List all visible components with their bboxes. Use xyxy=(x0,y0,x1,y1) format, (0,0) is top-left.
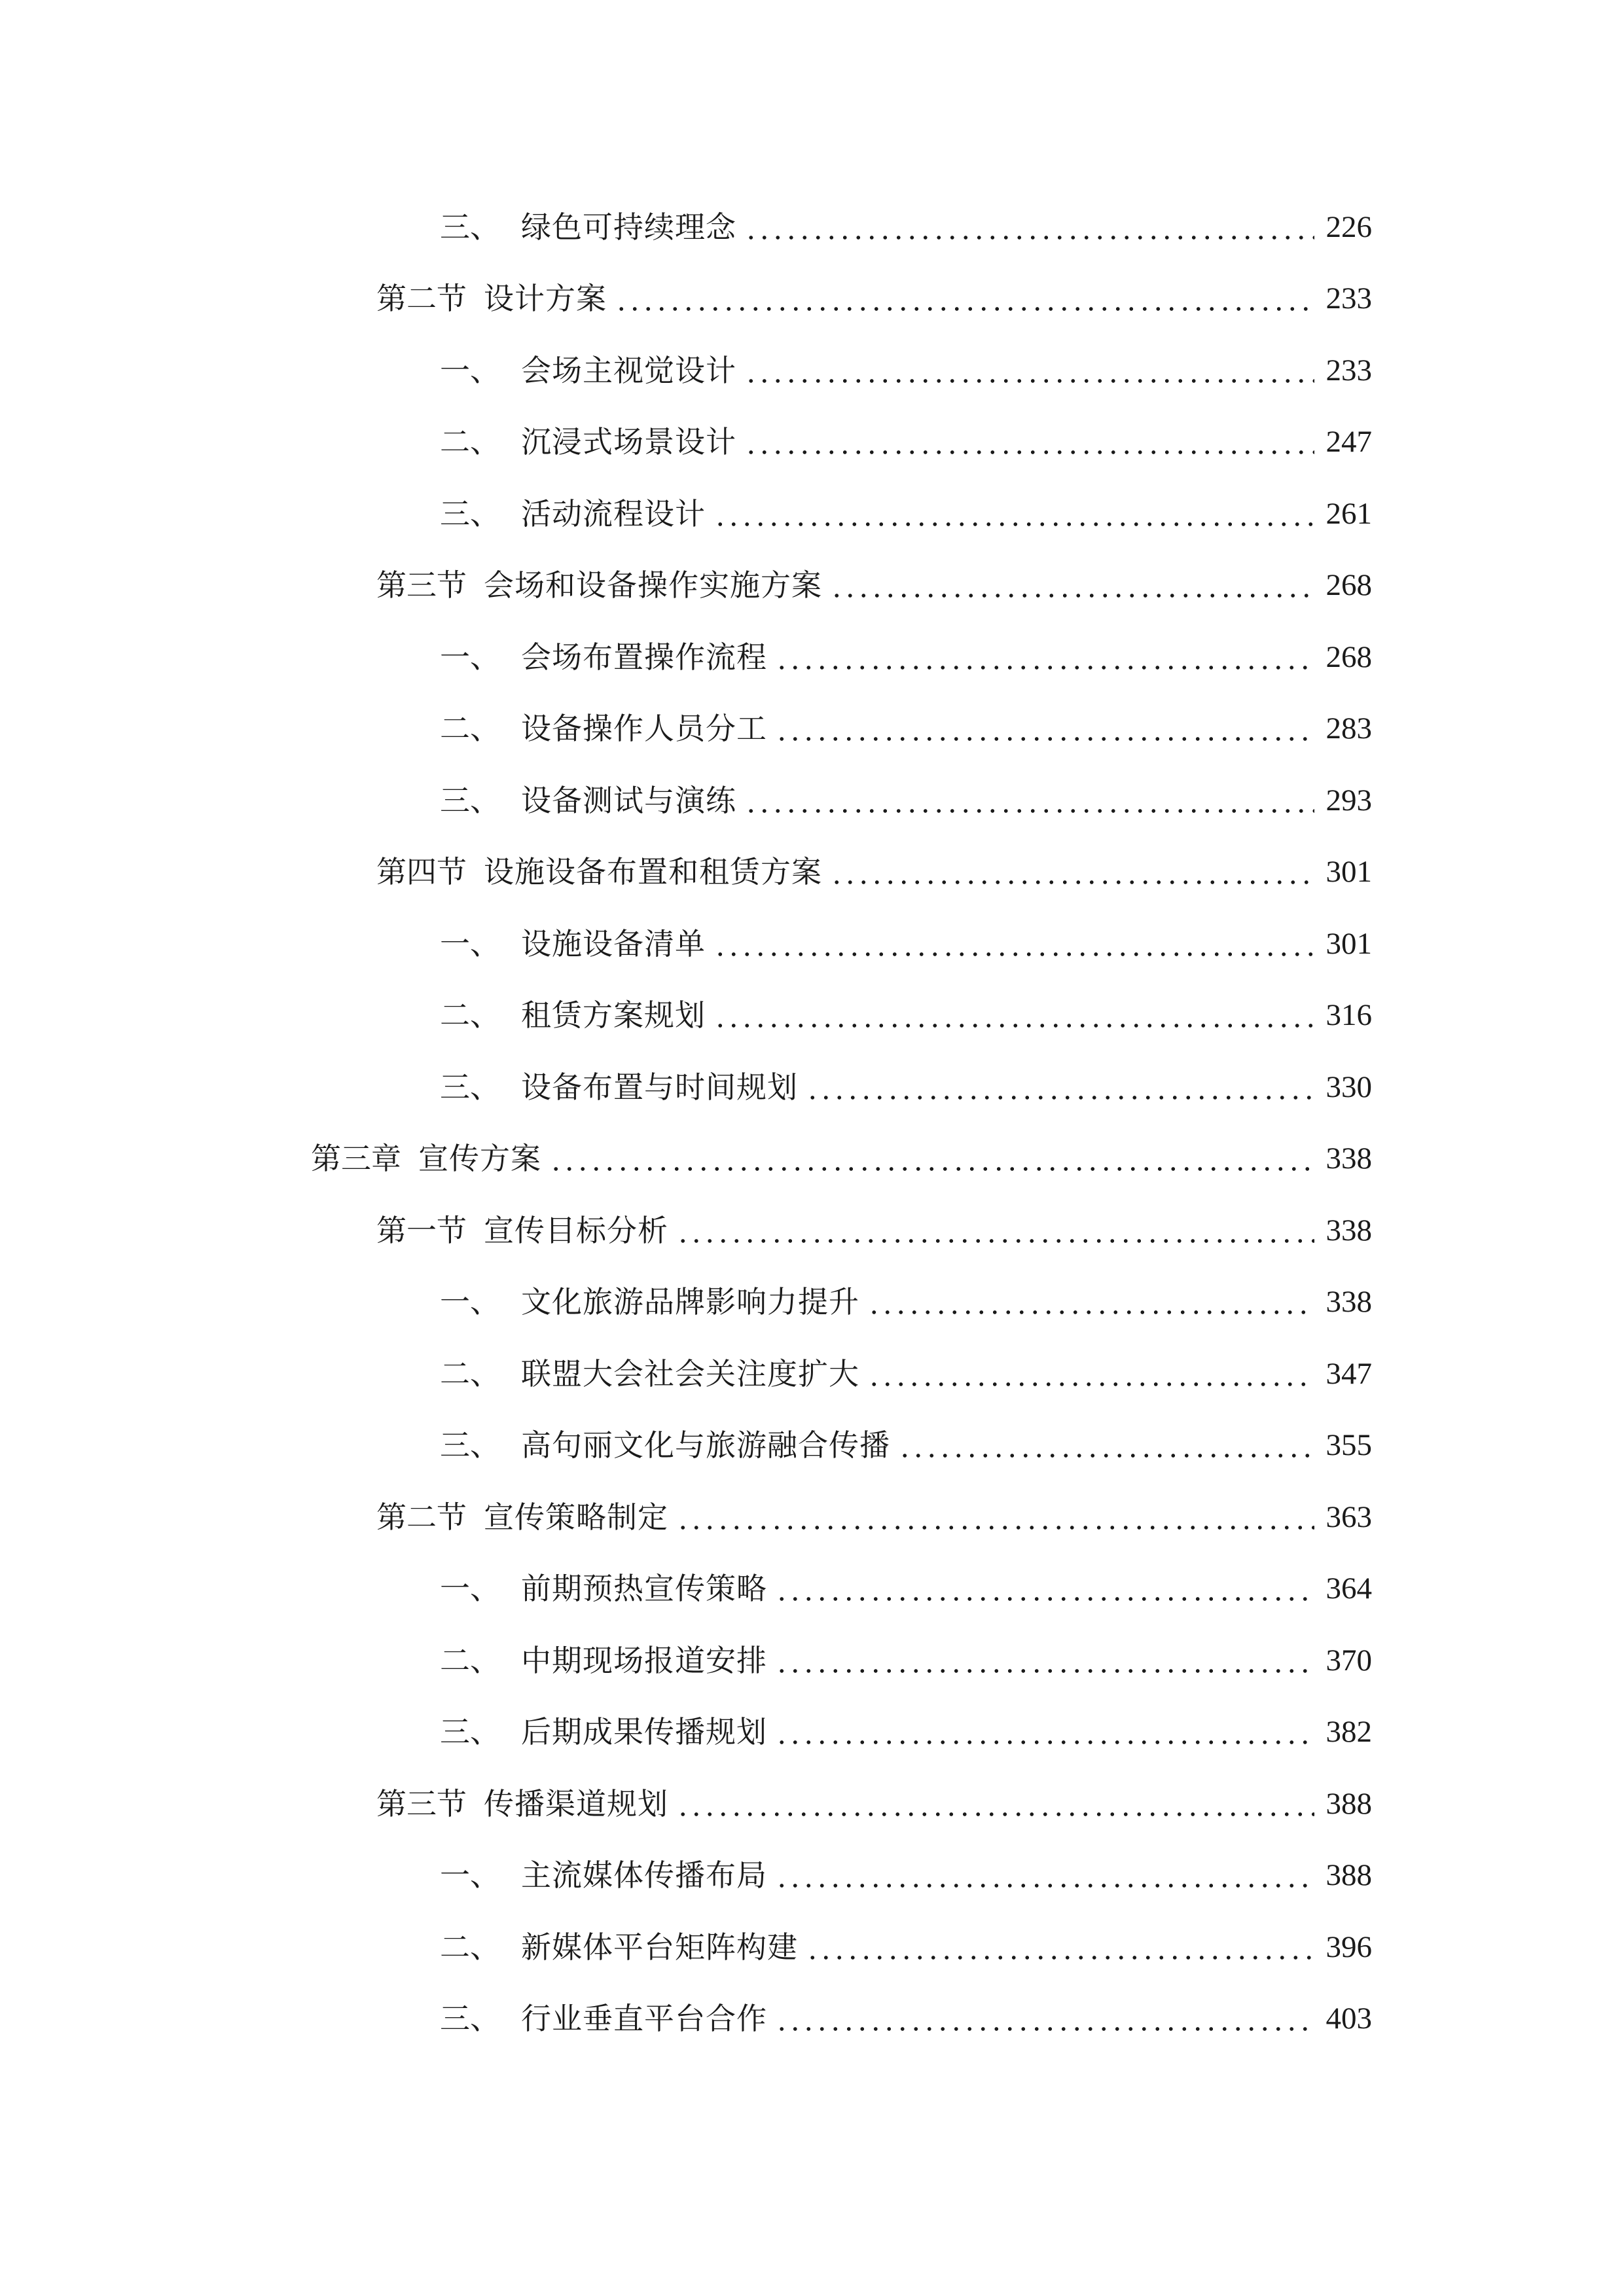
toc-entry-label xyxy=(440,1712,767,1751)
toc-entry-number: 二、 xyxy=(440,711,500,747)
dot-leader xyxy=(676,1784,1314,1823)
toc-entry-page-number: 261 xyxy=(1326,496,1372,531)
dot-leader xyxy=(775,1856,1314,1895)
dot-leader xyxy=(806,1067,1314,1107)
toc-entry[interactable] xyxy=(0,1051,1624,1123)
toc-entry-label xyxy=(440,1569,767,1608)
dot-leader xyxy=(713,494,1314,533)
toc-entry-title: 新媒体平台矩阵构建 xyxy=(521,1929,798,1965)
toc-entry-page-number: 283 xyxy=(1326,711,1372,746)
dot-leader xyxy=(775,1641,1314,1680)
toc-entry-label xyxy=(440,781,736,820)
toc-entry-title: 宣传策略制定 xyxy=(484,1499,668,1535)
toc-entry-title: 会场主视觉设计 xyxy=(521,352,736,388)
toc-entry-label xyxy=(440,1856,767,1895)
toc-entry-page-number: 330 xyxy=(1326,1069,1372,1104)
toc-entry[interactable] xyxy=(0,1840,1624,1912)
toc-entry[interactable] xyxy=(0,1624,1624,1696)
toc-entry-label xyxy=(440,637,767,677)
toc-entry-label xyxy=(440,1282,859,1321)
toc-entry[interactable] xyxy=(0,621,1624,693)
toc-entry-number: 三、 xyxy=(440,209,500,245)
toc-entry-page-number: 364 xyxy=(1326,1571,1372,1606)
toc-entry-number: 三、 xyxy=(440,782,500,818)
toc-entry[interactable] xyxy=(0,550,1624,622)
toc-entry-number: 二、 xyxy=(440,424,500,460)
toc-entry-page-number: 226 xyxy=(1326,209,1372,244)
toc-entry-title: 设备测试与演练 xyxy=(521,782,736,818)
toc-entry[interactable] xyxy=(0,1983,1624,2055)
toc-entry[interactable] xyxy=(0,836,1624,908)
toc-entry-page-number: 363 xyxy=(1326,1499,1372,1534)
dot-leader xyxy=(676,1498,1314,1537)
toc-entry-page-number: 247 xyxy=(1326,425,1372,459)
dot-leader xyxy=(898,1426,1314,1465)
toc-entry-number: 一、 xyxy=(440,639,500,675)
dot-leader xyxy=(775,637,1314,677)
toc-entry-page-number: 388 xyxy=(1326,1786,1372,1821)
toc-entry-label xyxy=(440,924,706,963)
toc-entry-number: 三、 xyxy=(440,1069,500,1105)
toc-entry[interactable] xyxy=(0,406,1624,478)
dot-leader xyxy=(676,1211,1314,1250)
toc-entry-number: 第四节 xyxy=(376,854,467,890)
toc-entry-page-number: 268 xyxy=(1326,568,1372,603)
toc-entry-page-number: 301 xyxy=(1326,855,1372,889)
toc-entry-page-number: 338 xyxy=(1326,1213,1372,1247)
toc-entry-page-number: 293 xyxy=(1326,783,1372,817)
dot-leader xyxy=(744,422,1314,461)
toc-entry-number: 三、 xyxy=(440,2001,500,2037)
toc-entry-label xyxy=(376,852,822,891)
toc-entry-number: 第二节 xyxy=(376,281,467,317)
toc-entry-label xyxy=(440,422,736,461)
dot-leader xyxy=(775,1999,1314,2038)
toc-entry-title: 设备操作人员分工 xyxy=(521,711,767,747)
toc-entry-label xyxy=(440,494,706,533)
toc-entry-page-number: 233 xyxy=(1326,281,1372,316)
toc-entry-title: 文化旅游品牌影响力提升 xyxy=(521,1284,859,1320)
toc-entry-page-number: 370 xyxy=(1326,1643,1372,1677)
toc-entry-label xyxy=(440,996,706,1035)
toc-entry-number: 第二节 xyxy=(376,1499,467,1535)
toc-entry-page-number: 316 xyxy=(1326,998,1372,1033)
dot-leader xyxy=(549,1139,1314,1178)
toc-entry-number: 一、 xyxy=(440,925,500,961)
toc-entry-label xyxy=(376,1784,668,1823)
toc-entry-title: 沉浸式场景设计 xyxy=(521,424,736,460)
toc-entry[interactable] xyxy=(0,693,1624,765)
toc-entry[interactable] xyxy=(0,764,1624,836)
toc-entry-label xyxy=(311,1139,541,1178)
toc-entry-title: 后期成果传播规划 xyxy=(521,1714,767,1750)
toc-entry-number: 二、 xyxy=(440,1642,500,1678)
toc-entry-label xyxy=(376,1498,668,1537)
toc-entry-title: 行业垂直平台合作 xyxy=(521,2001,767,2037)
toc-entry[interactable] xyxy=(0,191,1624,263)
toc-entry-title: 设计方案 xyxy=(484,281,607,317)
toc-entry[interactable] xyxy=(0,263,1624,335)
toc-entry-label xyxy=(440,1999,767,2038)
toc-entry-number: 二、 xyxy=(440,1355,500,1391)
toc-entry-title: 租赁方案规划 xyxy=(521,997,706,1033)
dot-leader xyxy=(775,1712,1314,1751)
toc-entry-number: 三、 xyxy=(440,1427,500,1463)
toc-entry-number: 一、 xyxy=(440,1284,500,1320)
dot-leader xyxy=(775,1569,1314,1608)
toc-entry-label xyxy=(440,351,736,390)
toc-entry-number: 第一节 xyxy=(376,1212,467,1248)
dot-leader xyxy=(713,996,1314,1035)
toc-entry-page-number: 301 xyxy=(1326,926,1372,961)
toc-entry-label xyxy=(440,1641,767,1680)
toc-entry-label xyxy=(440,1928,798,1967)
toc-entry-number: 二、 xyxy=(440,1929,500,1965)
toc-entry-page-number: 338 xyxy=(1326,1285,1372,1319)
toc-entry-page-number: 268 xyxy=(1326,639,1372,674)
toc-entry-title: 设施设备布置和租赁方案 xyxy=(484,854,822,890)
dot-leader xyxy=(830,565,1314,605)
toc-entry[interactable] xyxy=(0,908,1624,980)
toc-entry-page-number: 403 xyxy=(1326,2001,1372,2036)
dot-leader xyxy=(615,279,1314,318)
toc-entry[interactable] xyxy=(0,1194,1624,1266)
dot-leader xyxy=(744,781,1314,820)
toc-entry-title: 传播渠道规划 xyxy=(484,1785,668,1821)
toc-entry-title: 设备布置与时间规划 xyxy=(521,1069,798,1105)
toc-entry-number: 第三节 xyxy=(376,567,467,603)
toc-entry-label xyxy=(440,1426,890,1465)
toc-entry[interactable] xyxy=(0,1553,1624,1625)
toc-entry[interactable] xyxy=(0,1266,1624,1338)
toc-entry-number: 二、 xyxy=(440,997,500,1033)
toc-entry[interactable] xyxy=(0,334,1624,406)
toc-entry[interactable] xyxy=(0,1123,1624,1195)
toc-entry-title: 会场和设备操作实施方案 xyxy=(484,567,822,603)
table-of-contents xyxy=(0,191,1624,2054)
dot-leader xyxy=(806,1928,1314,1967)
toc-entry[interactable] xyxy=(0,1338,1624,1410)
toc-entry-number: 第三章 xyxy=(311,1141,401,1177)
toc-entry-label xyxy=(440,1354,859,1393)
toc-entry-title: 会场布置操作流程 xyxy=(521,639,767,675)
dot-leader xyxy=(867,1282,1314,1321)
toc-entry-title: 宣传目标分析 xyxy=(484,1212,668,1248)
toc-entry-label xyxy=(376,565,822,605)
toc-entry[interactable] xyxy=(0,1911,1624,1983)
toc-entry-page-number: 347 xyxy=(1326,1356,1372,1391)
toc-entry[interactable] xyxy=(0,1481,1624,1553)
toc-entry[interactable] xyxy=(0,478,1624,550)
toc-entry-page-number: 233 xyxy=(1326,353,1372,387)
toc-entry-page-number: 355 xyxy=(1326,1428,1372,1463)
toc-entry-label xyxy=(440,1067,798,1107)
toc-entry-title: 联盟大会社会关注度扩大 xyxy=(521,1355,859,1391)
toc-entry-number: 三、 xyxy=(440,495,500,531)
dot-leader xyxy=(744,351,1314,390)
toc-entry-number: 三、 xyxy=(440,1714,500,1750)
dot-leader xyxy=(744,207,1314,247)
toc-entry-label xyxy=(440,207,736,247)
toc-entry-title: 绿色可持续理念 xyxy=(521,209,736,245)
toc-entry[interactable] xyxy=(0,980,1624,1052)
toc-entry-title: 宣传方案 xyxy=(418,1141,541,1177)
dot-leader xyxy=(830,852,1314,891)
toc-entry-label xyxy=(376,279,607,318)
toc-entry-title: 前期预热宣传策略 xyxy=(521,1571,767,1607)
toc-entry-number: 一、 xyxy=(440,1571,500,1607)
toc-entry-page-number: 396 xyxy=(1326,1929,1372,1964)
toc-entry[interactable] xyxy=(0,1410,1624,1482)
toc-entry-title: 设施设备清单 xyxy=(521,925,706,961)
toc-entry-title: 中期现场报道安排 xyxy=(521,1642,767,1678)
toc-entry[interactable] xyxy=(0,1768,1624,1840)
dot-leader xyxy=(775,709,1314,748)
toc-entry-label xyxy=(440,709,767,748)
toc-entry-number: 第三节 xyxy=(376,1785,467,1821)
toc-entry-number: 一、 xyxy=(440,352,500,388)
toc-entry-title: 活动流程设计 xyxy=(521,495,706,531)
toc-entry-title: 高句丽文化与旅游融合传播 xyxy=(521,1427,890,1463)
toc-entry-label xyxy=(376,1211,668,1250)
toc-entry-page-number: 338 xyxy=(1326,1141,1372,1176)
toc-entry[interactable] xyxy=(0,1696,1624,1768)
dot-leader xyxy=(867,1354,1314,1393)
dot-leader xyxy=(713,924,1314,963)
toc-entry-page-number: 388 xyxy=(1326,1858,1372,1893)
toc-entry-page-number: 382 xyxy=(1326,1715,1372,1749)
toc-entry-number: 一、 xyxy=(440,1857,500,1893)
toc-entry-title: 主流媒体传播布局 xyxy=(521,1857,767,1893)
